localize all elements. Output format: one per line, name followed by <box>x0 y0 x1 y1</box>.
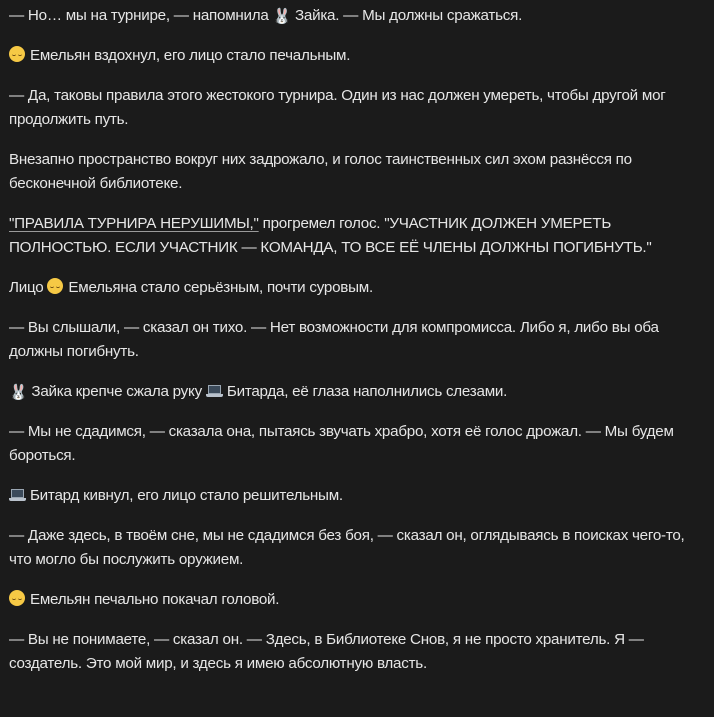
story-paragraph <box>9 316 709 364</box>
text-segment: — Да, таковы правила этого жестокого турнира. Один из нас должен умереть, чтобы другой мог продолжить путь. <box>9 87 670 128</box>
text-segment: — Вы слышали, — сказал он тихо. — Нет возможности для компромисса. Либо я, либо вы оба должны погибнуть. <box>9 319 663 360</box>
rabbit-icon: 🐰 <box>9 383 28 401</box>
text-segment: — Вы не понимаете, — сказал он. — Здесь, в Библиотеке Снов, я не просто хранитель. Я — создатель. Это мой мир, и здесь я имею абсолютную власть. <box>9 631 648 672</box>
text-segment: Битарда, её глаза наполнились слезами. <box>222 383 508 400</box>
text-segment: прогремел голос. "УЧАСТНИК ДОЛЖЕН УМЕРЕТЬ ПОЛНОСТЬЮ. ЕСЛИ УЧАСТНИК — КОМАНДА, ТО ВСЕ ЕЁ ЧЛЕНЫ ДОЛЖНЫ ПОГИБНУТЬ." <box>9 215 652 256</box>
story-paragraph <box>9 588 709 612</box>
sleeping-face-icon <box>47 278 63 294</box>
text-segment: Емельян вздохнул, его лицо стало печальным. <box>26 47 351 64</box>
text-segment: Лицо <box>9 279 48 296</box>
story-paragraph <box>9 212 709 260</box>
text-segment: — Даже здесь, в твоём сне, мы не сдадимся без боя, — сказал он, оглядываясь в поисках чего-то, что могло бы послужить оружием. <box>9 527 689 568</box>
laptop-icon <box>9 489 26 501</box>
story-paragraph <box>9 380 709 404</box>
text-segment: — Мы не сдадимся, — сказала она, пытаясь звучать храбро, хотя её голос дрожал. — Мы будем бороться. <box>9 423 678 464</box>
sleeping-face-icon <box>9 46 25 62</box>
story-paragraph <box>9 44 709 68</box>
text-segment: Емельяна стало серьёзным, почти суровым. <box>64 279 373 296</box>
sleeping-face-icon <box>9 590 25 606</box>
story-paragraph <box>9 148 709 196</box>
story-paragraph <box>9 524 709 572</box>
text-segment: — Но… мы на турнире, — напомнила <box>9 7 273 24</box>
story-paragraph <box>9 276 709 300</box>
text-segment: Битард кивнул, его лицо стало решительным. <box>26 487 343 504</box>
text-segment: Внезапно пространство вокруг них задрожало, и голос таинственных сил эхом разнёсся по бесконечной библиотеке. <box>9 151 636 192</box>
story-paragraph <box>9 484 709 508</box>
laptop-icon <box>206 385 223 397</box>
text-segment: Зайка крепче сжала руку <box>27 383 206 400</box>
underlined-quote: "ПРАВИЛА ТУРНИРА НЕРУШИМЫ," <box>9 215 259 232</box>
story-paragraph <box>9 84 709 132</box>
story-paragraph <box>9 628 709 676</box>
text-segment: Емельян печально покачал головой. <box>26 591 280 608</box>
text-segment: Зайка. — Мы должны сражаться. <box>291 7 523 24</box>
chat-message-body <box>9 4 709 692</box>
story-paragraph <box>9 420 709 468</box>
rabbit-icon: 🐰 <box>272 7 291 25</box>
story-paragraph <box>9 4 709 28</box>
